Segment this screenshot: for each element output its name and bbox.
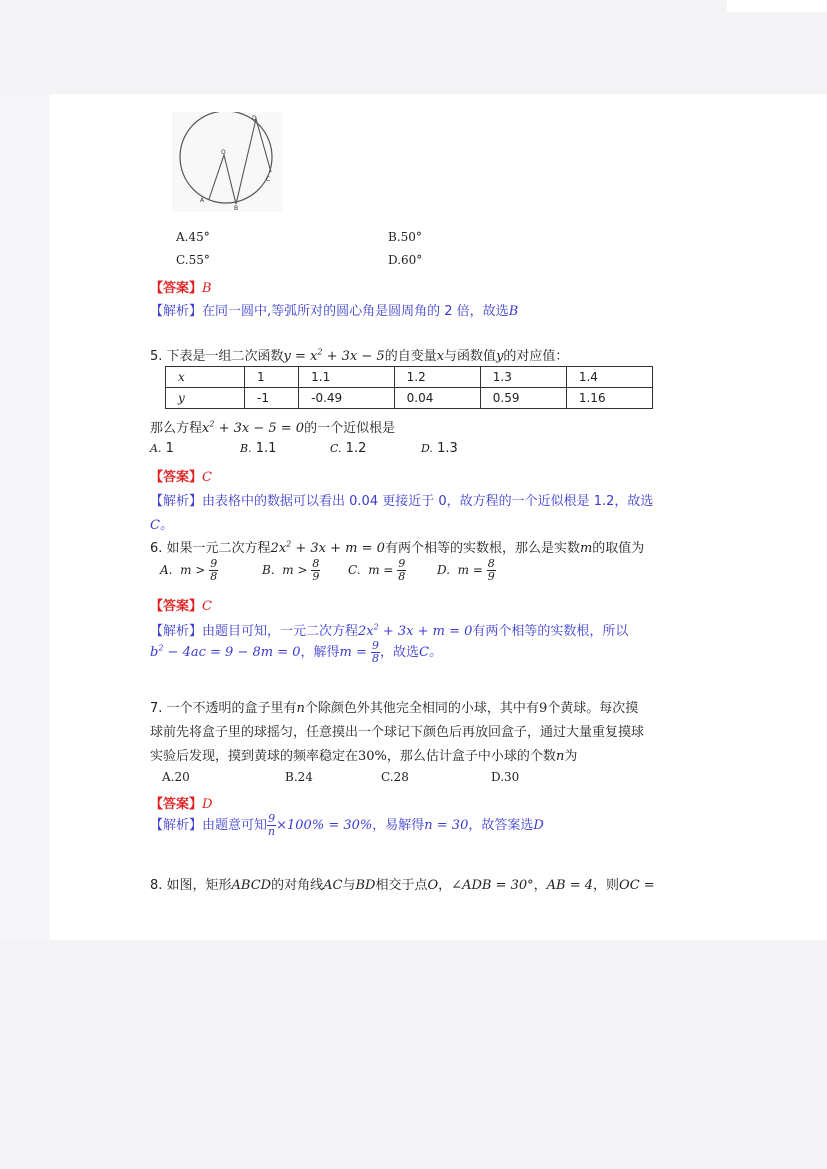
point-c-label: C: [266, 176, 271, 183]
table-cell: 1.3: [480, 367, 566, 388]
table-cell: -0.49: [299, 388, 395, 409]
q5-option-a: A. 1: [150, 441, 174, 456]
q7-line1: 7. 一个不透明的盒子里有n个除颜色外其他完全相同的小球，其中有9个黄球。每次摸: [150, 701, 639, 716]
table-cell: 1.2: [394, 367, 480, 388]
q5-mid: 的自变量: [384, 349, 437, 364]
q5-function: $y = x^2 + 3x - 5$: [283, 347, 385, 364]
table-cell: 1.16: [566, 388, 652, 409]
q4-analysis: [150, 300, 518, 319]
q4-answer: [150, 277, 212, 296]
answer-label: 【答案】: [150, 281, 203, 296]
q7-option-d: D.30: [491, 770, 520, 784]
q5-question: [150, 345, 568, 364]
q7-analysis: 【解析】由题意可知 $\frac{9}{n}$ ×100% = 30%，易解得n = 30，故答案选D: [150, 812, 544, 838]
table-header-x: x: [166, 367, 245, 388]
q5-var-x: x: [436, 349, 445, 364]
q6-question: 6. 如果一元二次方程$2x^2 + 3x + m = 0$有两个相等的实数根，那么是实数m的取值为: [150, 539, 645, 556]
q5-var-y: y: [496, 349, 504, 364]
q6-answer: 【答案】C: [150, 599, 212, 614]
q8-question: 8. 如图，矩形ABCD的对角线AC与BD相交于点O，∠ADB = 30°，AB = 4，则OC =: [150, 878, 655, 893]
q4-option-b: B.50°: [388, 230, 422, 244]
table-header-y: y: [166, 388, 245, 409]
point-b-label: B: [234, 205, 239, 212]
bottom-margin: [0, 940, 827, 1169]
q5-answer: 【答案】C: [150, 470, 212, 485]
q5-analysis-line1: 【解析】由表格中的数据可以看出 0.04 更接近于 0，故方程的一个近似根是 1.2，故选: [150, 494, 654, 509]
q7-line3: 实验后发现，摸到黄球的频率稳定在30%，那么估计盒子中小球的个数n为: [150, 749, 578, 764]
answer-value: B: [202, 281, 212, 296]
table-cell: -1: [245, 388, 299, 409]
table-cell: 0.59: [480, 388, 566, 409]
q6-option-a: A. m > $\frac{9}{8}$: [160, 557, 218, 583]
analysis-choice: B: [508, 304, 519, 319]
q4-option-d: D.60°: [388, 253, 423, 267]
table-row: [166, 367, 653, 388]
q4-option-a: A.45°: [176, 230, 210, 244]
table-row: [166, 388, 653, 409]
q4-option-c: C.55°: [176, 253, 210, 267]
top-notch: [727, 0, 827, 12]
analysis-text: 在同一圆中,等弧所对的圆心角是圆周角的 2 倍，故选: [202, 304, 509, 319]
q6-option-b: B. m > $\frac{8}{9}$: [262, 557, 320, 583]
q7-option-c: C.28: [381, 770, 409, 784]
point-a-label: A: [200, 197, 205, 204]
q6-analysis-line2: $b^2 - 4ac = 9 - 8m = 0$，解得m = $\frac{9}{8}$ ，故选C。: [150, 639, 442, 665]
point-d-label: D: [252, 115, 257, 122]
q7-option-a: A.20: [162, 770, 190, 784]
q7-option-b: B.24: [285, 770, 313, 784]
q5-mid2: 与函数值: [444, 349, 497, 364]
q5-option-d: D. 1.3: [421, 441, 458, 456]
table-cell: 1.4: [566, 367, 652, 388]
q5-option-c: C. 1.2: [330, 441, 367, 456]
table-cell: 1: [245, 367, 299, 388]
q5-option-b: B. 1.1: [240, 441, 277, 456]
analysis-label: 【解析】: [150, 304, 203, 319]
q5-analysis-line2: C。: [150, 518, 173, 533]
q5-equation-question: 那么方程$x^2 + 3x - 5 = 0$的一个近似根是: [150, 419, 396, 436]
q5-suffix: 的对应值：: [503, 349, 569, 364]
circle-figure: [172, 112, 282, 212]
q6-analysis-line1: 【解析】由题目可知，一元二次方程$2x^2 + 3x + m = 0$有两个相等的实数根，所以: [150, 622, 629, 639]
q6-option-c: C. m = $\frac{9}{8}$: [348, 557, 406, 583]
q6-option-d: D. m = $\frac{8}{9}$: [437, 557, 495, 583]
top-margin: [0, 0, 827, 94]
point-o-label: O: [221, 149, 226, 156]
q7-line2: 球前先将盒子里的球摇匀，任意摸出一个球记下颜色后再放回盒子，通过大量重复摸球: [150, 725, 645, 740]
q7-answer: 【答案】D: [150, 797, 213, 812]
table-cell: 0.04: [394, 388, 480, 409]
q5-value-table: [165, 366, 653, 409]
q5-prefix: 5. 下表是一组二次函数: [150, 349, 284, 364]
table-cell: 1.1: [299, 367, 395, 388]
